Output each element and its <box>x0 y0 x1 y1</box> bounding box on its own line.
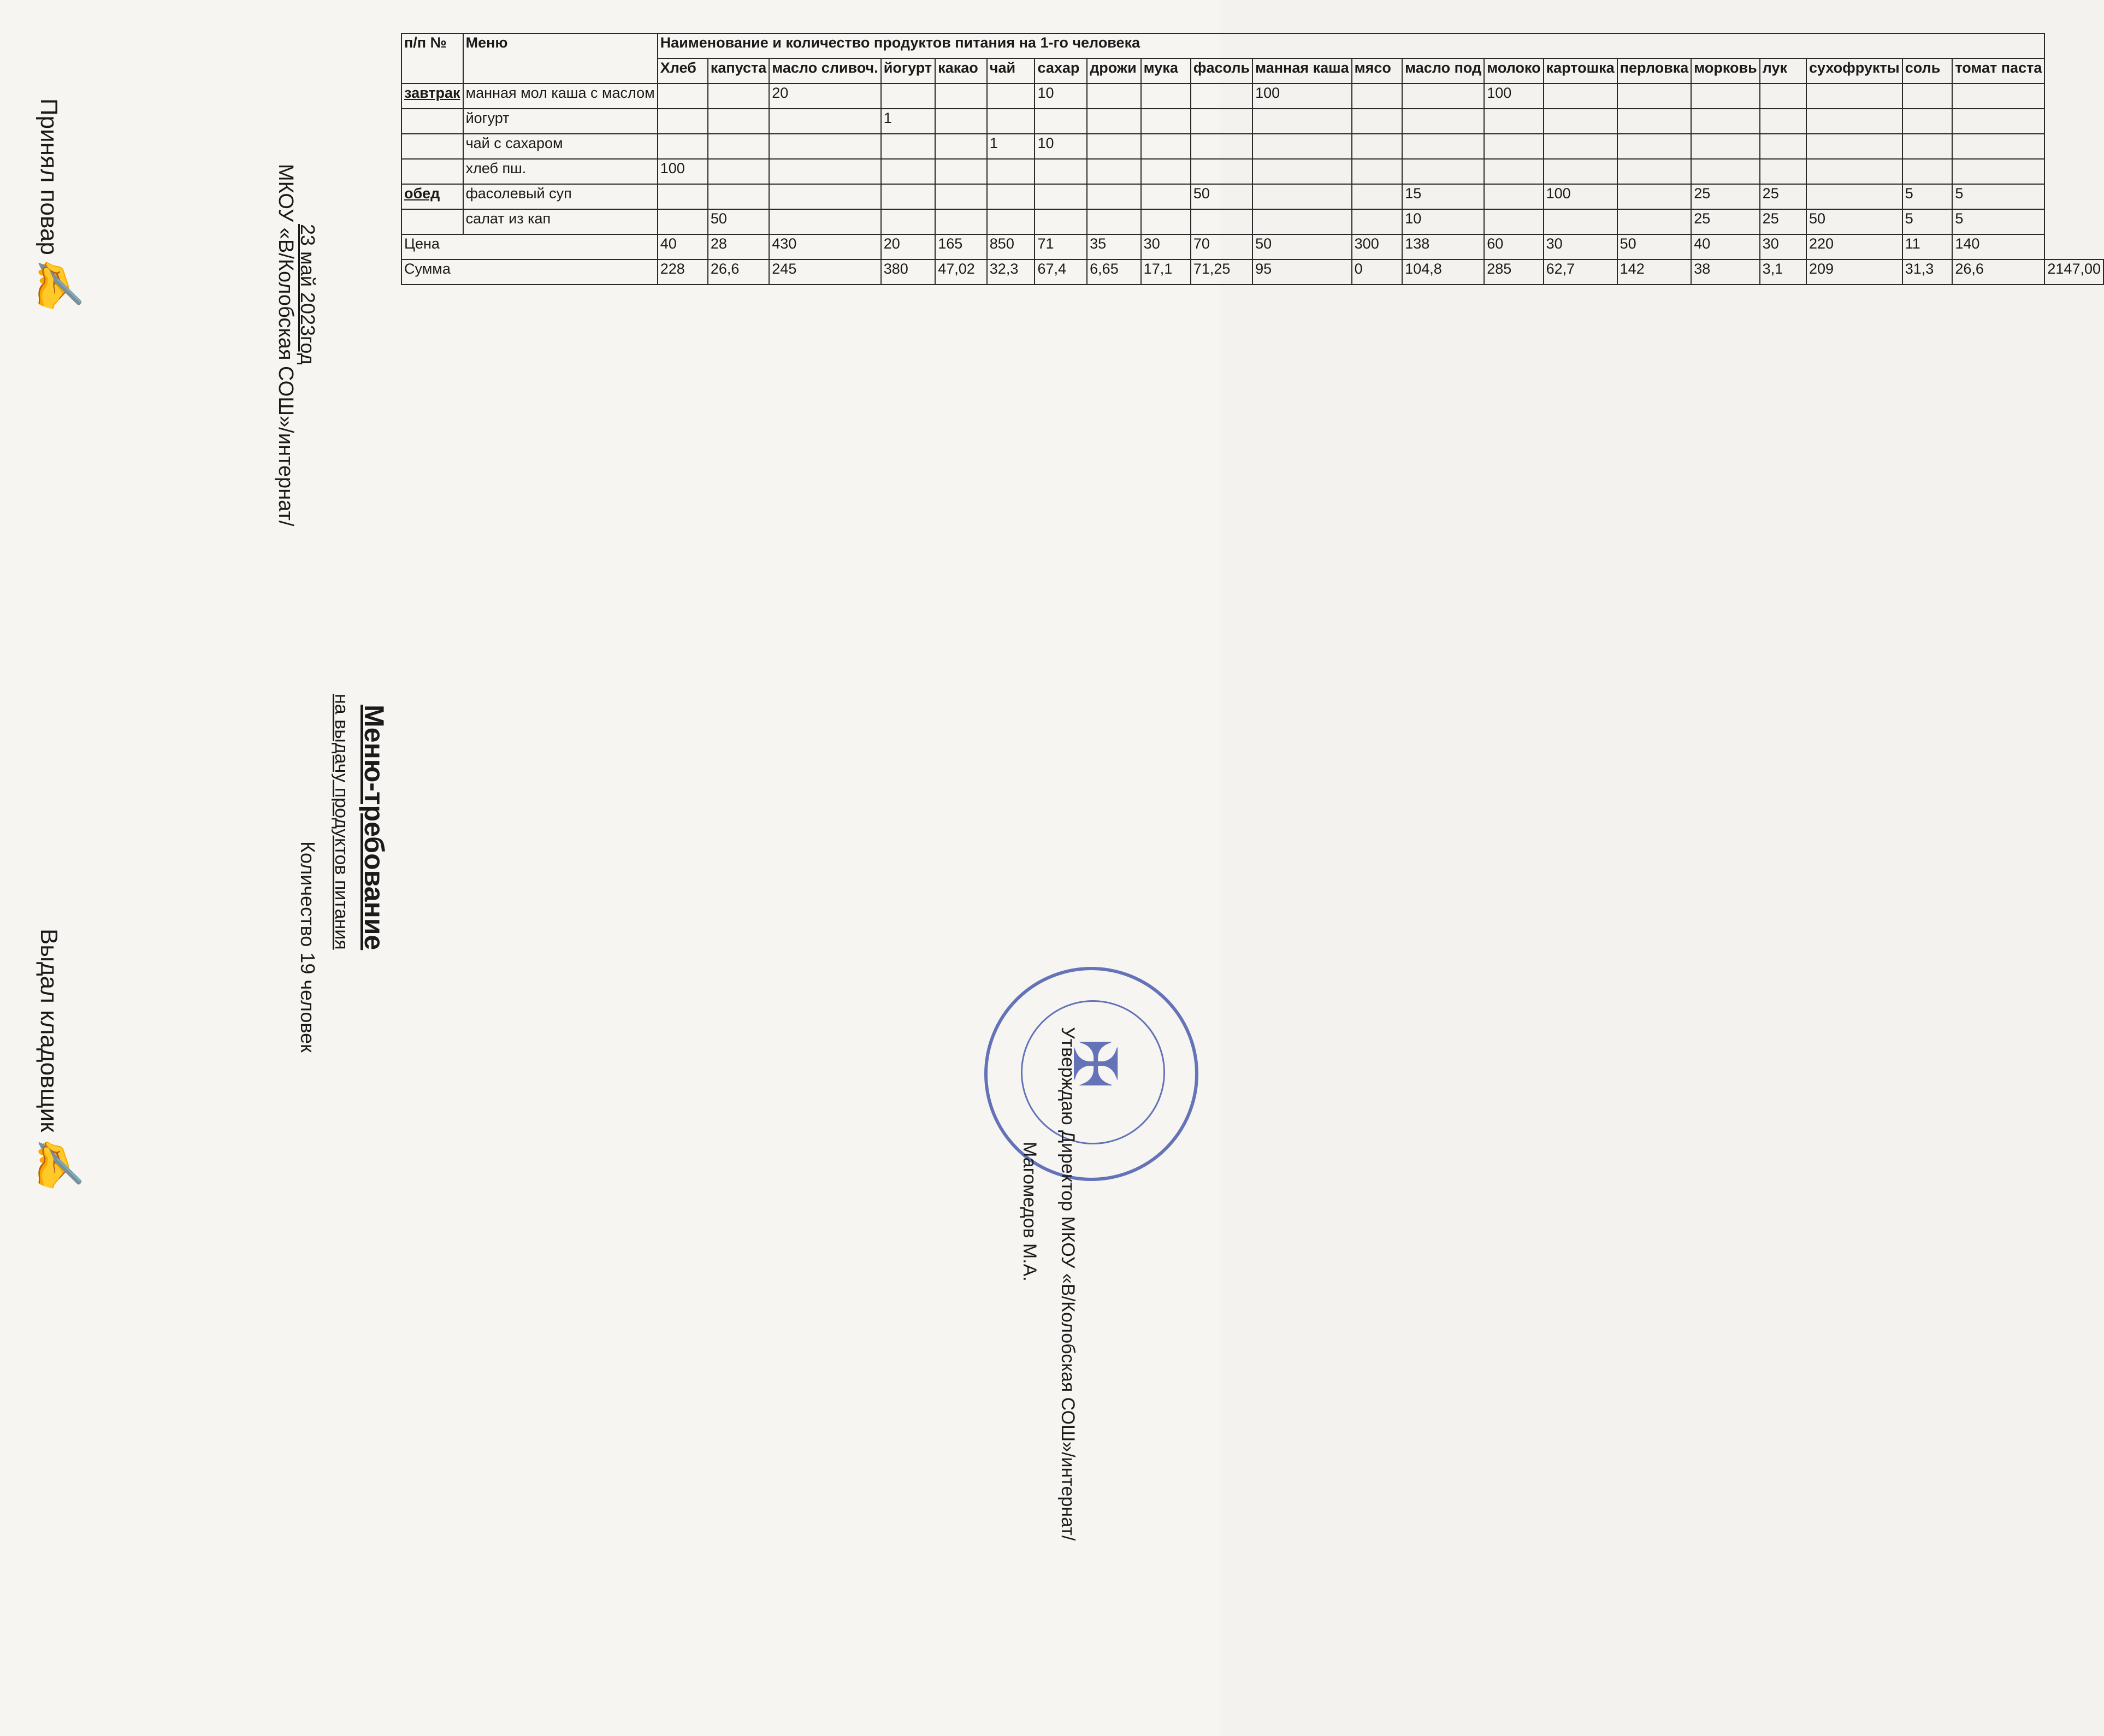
meal-cell <box>401 209 463 234</box>
column-header-menu: Меню <box>463 33 658 84</box>
price-row-cell: 50 <box>1617 234 1692 259</box>
quantity-cell <box>1806 159 1902 184</box>
price-row-cell: 430 <box>769 234 880 259</box>
sum-row-cell: 47,02 <box>935 259 987 285</box>
quantity-cell <box>658 209 708 234</box>
sum-row-cell: 142 <box>1617 259 1692 285</box>
quantity-cell <box>1252 184 1352 209</box>
quantity-cell <box>1544 109 1617 134</box>
sum-row-cell: 26,6 <box>1952 259 2044 285</box>
quantity-cell <box>1035 159 1087 184</box>
product-column-header: морковь <box>1691 58 1759 84</box>
quantity-cell: 20 <box>769 84 880 109</box>
quantity-cell <box>769 159 880 184</box>
price-row-cell: 71 <box>1035 234 1087 259</box>
quantity-cell: 25 <box>1760 184 1806 209</box>
quantity-cell <box>1191 84 1252 109</box>
quantity-cell <box>1402 109 1484 134</box>
product-column-header: мясо <box>1352 58 1403 84</box>
price-row-cell: 165 <box>935 234 987 259</box>
sum-row-cell: 31,3 <box>1902 259 1953 285</box>
quantity-cell <box>769 184 880 209</box>
document-date: 23 май 2023год <box>297 224 319 365</box>
quantity-cell <box>987 159 1035 184</box>
quantity-cell <box>1087 109 1141 134</box>
quantity-cell: 100 <box>1544 184 1617 209</box>
product-column-header: какао <box>935 58 987 84</box>
quantity-cell <box>1087 159 1141 184</box>
quantity-cell <box>1087 209 1141 234</box>
organization-name: МКОУ «В/Колобская СОШ»/интернат/ <box>274 164 297 527</box>
quantity-cell: 100 <box>1252 84 1352 109</box>
quantity-cell <box>1352 184 1403 209</box>
quantity-cell <box>1402 159 1484 184</box>
quantity-cell <box>881 84 935 109</box>
quantity-cell: 25 <box>1691 209 1759 234</box>
quantity-cell <box>1760 134 1806 159</box>
dish-cell: чай с сахаром <box>463 134 658 159</box>
price-row-cell: 138 <box>1402 234 1484 259</box>
product-column-header: молоко <box>1484 58 1543 84</box>
quantity-cell <box>1141 159 1191 184</box>
product-column-header: дрожи <box>1087 58 1141 84</box>
price-row-cell: 140 <box>1952 234 2044 259</box>
quantity-cell: 5 <box>1902 209 1953 234</box>
quantity-cell <box>1141 209 1191 234</box>
quantity-cell <box>708 109 769 134</box>
quantity-cell <box>1952 159 2044 184</box>
quantity-cell: 25 <box>1760 209 1806 234</box>
quantity-cell <box>1191 109 1252 134</box>
quantity-cell <box>1352 84 1403 109</box>
document-title: Меню-требование <box>359 705 389 950</box>
official-stamp <box>984 967 1198 1181</box>
cook-label: Принял повар <box>36 98 62 255</box>
quantity-cell <box>769 209 880 234</box>
price-row-cell: 28 <box>708 234 769 259</box>
quantity-cell: 5 <box>1952 209 2044 234</box>
quantity-cell <box>1141 109 1191 134</box>
quantity-cell <box>1617 209 1692 234</box>
quantity-cell <box>708 134 769 159</box>
quantity-cell: 1 <box>881 109 935 134</box>
price-row-cell: 40 <box>658 234 708 259</box>
product-column-header: чай <box>987 58 1035 84</box>
quantity-cell <box>1352 209 1403 234</box>
product-column-header: соль <box>1902 58 1953 84</box>
quantity-cell <box>987 84 1035 109</box>
price-row-cell: 850 <box>987 234 1035 259</box>
column-group-header: Наименование и количество продуктов питания на 1-го человека <box>658 33 2045 58</box>
dish-cell: фасолевый суп <box>463 184 658 209</box>
price-row-cell: 35 <box>1087 234 1141 259</box>
quantity-cell: 15 <box>1402 184 1484 209</box>
quantity-cell <box>708 184 769 209</box>
quantity-cell <box>1691 109 1759 134</box>
product-column-header: томат паста <box>1952 58 2044 84</box>
meal-cell: завтрак <box>401 84 463 109</box>
product-column-header: картошка <box>1544 58 1617 84</box>
product-column-header: фасоль <box>1191 58 1252 84</box>
price-row-cell: 60 <box>1484 234 1543 259</box>
price-row-cell: 20 <box>881 234 935 259</box>
quantity-cell <box>1544 84 1617 109</box>
sum-row-cell: 245 <box>769 259 880 285</box>
quantity-cell: 100 <box>658 159 708 184</box>
table-row <box>401 159 2103 184</box>
quantity-cell <box>1484 134 1543 159</box>
quantity-cell <box>1902 109 1953 134</box>
quantity-cell <box>1252 209 1352 234</box>
sum-row <box>401 259 2103 285</box>
quantity-cell: 5 <box>1952 184 2044 209</box>
quantity-cell: 10 <box>1035 134 1087 159</box>
sum-row-cell: 285 <box>1484 259 1543 285</box>
sum-row-cell: 32,3 <box>987 259 1035 285</box>
sum-row-cell: 62,7 <box>1544 259 1617 285</box>
sum-row-cell: 6,65 <box>1087 259 1141 285</box>
quantity-cell <box>1617 109 1692 134</box>
meal-cell <box>401 109 463 134</box>
quantity-cell <box>658 84 708 109</box>
quantity-cell: 10 <box>1035 84 1087 109</box>
quantity-cell <box>1902 134 1953 159</box>
price-row-cell: 11 <box>1902 234 1953 259</box>
product-column-header: сахар <box>1035 58 1087 84</box>
product-column-header: капуста <box>708 58 769 84</box>
price-row-cell: 70 <box>1191 234 1252 259</box>
quantity-cell: 50 <box>708 209 769 234</box>
quantity-cell <box>1952 134 2044 159</box>
product-column-header: масло под <box>1402 58 1484 84</box>
quantity-cell <box>1806 184 1902 209</box>
document-subtitle: на выдачу продуктов питания <box>331 694 352 950</box>
quantity-cell <box>1191 134 1252 159</box>
price-row-cell: 300 <box>1352 234 1403 259</box>
table-header-row <box>401 33 2103 58</box>
quantity-cell <box>1902 84 1953 109</box>
quantity-cell: 50 <box>1806 209 1902 234</box>
quantity-cell <box>658 184 708 209</box>
meal-cell <box>401 134 463 159</box>
quantity-cell <box>1191 209 1252 234</box>
quantity-cell <box>1035 109 1087 134</box>
price-row-cell: 40 <box>1691 234 1759 259</box>
quantity-cell <box>1484 184 1543 209</box>
quantity-cell <box>987 209 1035 234</box>
sum-row-cell: 17,1 <box>1141 259 1191 285</box>
dish-cell: салат из кап <box>463 209 658 234</box>
product-column-header: йогурт <box>881 58 935 84</box>
sum-row-label: Сумма <box>401 259 658 285</box>
dish-cell: йогурт <box>463 109 658 134</box>
product-column-header: Хлеб <box>658 58 708 84</box>
price-row-cell: 50 <box>1252 234 1352 259</box>
director-name: Магомедов М.А. <box>1019 1142 1040 1282</box>
quantity-cell <box>881 159 935 184</box>
quantity-cell <box>1141 134 1191 159</box>
quantity-cell <box>1484 109 1543 134</box>
quantity-cell <box>1402 134 1484 159</box>
quantity-cell: 5 <box>1902 184 1953 209</box>
price-row <box>401 234 2103 259</box>
quantity-cell <box>708 159 769 184</box>
table-row <box>401 184 2103 209</box>
quantity-cell: 25 <box>1691 184 1759 209</box>
table-row <box>401 109 2103 134</box>
quantity-cell <box>1544 209 1617 234</box>
quantity-cell <box>1087 184 1141 209</box>
price-row-cell: 220 <box>1806 234 1902 259</box>
quantity-cell <box>1544 134 1617 159</box>
menu-requisition-table <box>401 33 2104 285</box>
quantity-cell <box>1402 84 1484 109</box>
table-row <box>401 84 2103 109</box>
coat-of-arms-icon: ✠ <box>1061 1038 1128 1089</box>
quantity-cell <box>1952 109 2044 134</box>
dish-cell: хлеб пш. <box>463 159 658 184</box>
quantity-cell <box>1617 84 1692 109</box>
column-header-number: п/п № <box>401 33 463 84</box>
price-row-cell: 30 <box>1544 234 1617 259</box>
quantity-cell <box>1035 184 1087 209</box>
dish-cell: манная мол каша с маслом <box>463 84 658 109</box>
quantity-cell <box>935 134 987 159</box>
sum-row-cell: 95 <box>1252 259 1352 285</box>
quantity-cell <box>935 209 987 234</box>
quantity-cell <box>1141 184 1191 209</box>
quantity-cell <box>1806 84 1902 109</box>
product-column-header: сухофрукты <box>1806 58 1902 84</box>
sum-row-cell: 209 <box>1806 259 1902 285</box>
price-row-cell: 30 <box>1141 234 1191 259</box>
quantity-cell <box>769 134 880 159</box>
quantity-cell <box>1252 109 1352 134</box>
quantity-cell <box>1352 134 1403 159</box>
quantity-cell <box>769 109 880 134</box>
quantity-cell <box>1617 184 1692 209</box>
storekeeper-label: Выдал кладовщик <box>36 929 62 1132</box>
quantity-cell <box>1617 134 1692 159</box>
table-row <box>401 134 2103 159</box>
quantity-cell <box>881 184 935 209</box>
people-quantity: Количество 19 человек <box>297 841 319 1053</box>
product-column-header: мука <box>1141 58 1191 84</box>
quantity-cell <box>881 134 935 159</box>
quantity-cell <box>1806 134 1902 159</box>
sum-row-cell: 104,8 <box>1402 259 1484 285</box>
quantity-cell <box>1760 109 1806 134</box>
quantity-cell: 100 <box>1484 84 1543 109</box>
table-row <box>401 209 2103 234</box>
product-column-header: перловка <box>1617 58 1692 84</box>
meal-cell <box>401 159 463 184</box>
approval-line: Утверждаю Директор МКОУ «В/Колобская СОШ»/интернат/ <box>1057 1027 1078 1541</box>
sum-row-cell: 0 <box>1352 259 1403 285</box>
sum-row-cell: 380 <box>881 259 935 285</box>
meal-cell: обед <box>401 184 463 209</box>
quantity-cell: 50 <box>1191 184 1252 209</box>
quantity-cell <box>935 109 987 134</box>
quantity-cell <box>1902 159 1953 184</box>
quantity-cell <box>1691 134 1759 159</box>
quantity-cell <box>1252 159 1352 184</box>
quantity-cell <box>1087 134 1141 159</box>
product-column-header: лук <box>1760 58 1806 84</box>
sum-row-cell: 26,6 <box>708 259 769 285</box>
sum-row-cell: 71,25 <box>1191 259 1252 285</box>
quantity-cell <box>658 134 708 159</box>
quantity-cell <box>1760 84 1806 109</box>
quantity-cell <box>1544 159 1617 184</box>
quantity-cell: 10 <box>1402 209 1484 234</box>
grand-total: 2147,00 <box>2044 259 2103 285</box>
quantity-cell <box>935 184 987 209</box>
price-row-label: Цена <box>401 234 658 259</box>
storekeeper-signature: ✍ <box>33 1136 84 1191</box>
quantity-cell <box>1617 159 1692 184</box>
quantity-cell <box>1806 109 1902 134</box>
quantity-cell <box>987 184 1035 209</box>
menu-table-container <box>401 33 2104 285</box>
quantity-cell <box>1035 209 1087 234</box>
quantity-cell: 1 <box>987 134 1035 159</box>
quantity-cell <box>708 84 769 109</box>
quantity-cell <box>935 159 987 184</box>
sum-row-cell: 67,4 <box>1035 259 1087 285</box>
quantity-cell <box>1352 159 1403 184</box>
sum-row-cell: 3,1 <box>1760 259 1806 285</box>
product-column-header: масло сливоч. <box>769 58 880 84</box>
quantity-cell <box>881 209 935 234</box>
quantity-cell <box>1691 159 1759 184</box>
quantity-cell <box>1484 159 1543 184</box>
quantity-cell <box>1484 209 1543 234</box>
quantity-cell <box>1352 109 1403 134</box>
quantity-cell <box>1952 84 2044 109</box>
quantity-cell <box>1141 84 1191 109</box>
sum-row-cell: 38 <box>1691 259 1759 285</box>
sum-row-cell: 228 <box>658 259 708 285</box>
quantity-cell <box>1252 134 1352 159</box>
quantity-cell <box>658 109 708 134</box>
product-column-header: манная каша <box>1252 58 1352 84</box>
price-row-cell: 30 <box>1760 234 1806 259</box>
quantity-cell <box>987 109 1035 134</box>
quantity-cell <box>1691 84 1759 109</box>
quantity-cell <box>935 84 987 109</box>
quantity-cell <box>1191 159 1252 184</box>
quantity-cell <box>1760 159 1806 184</box>
cook-signature: ✍ <box>33 257 84 311</box>
quantity-cell <box>1087 84 1141 109</box>
